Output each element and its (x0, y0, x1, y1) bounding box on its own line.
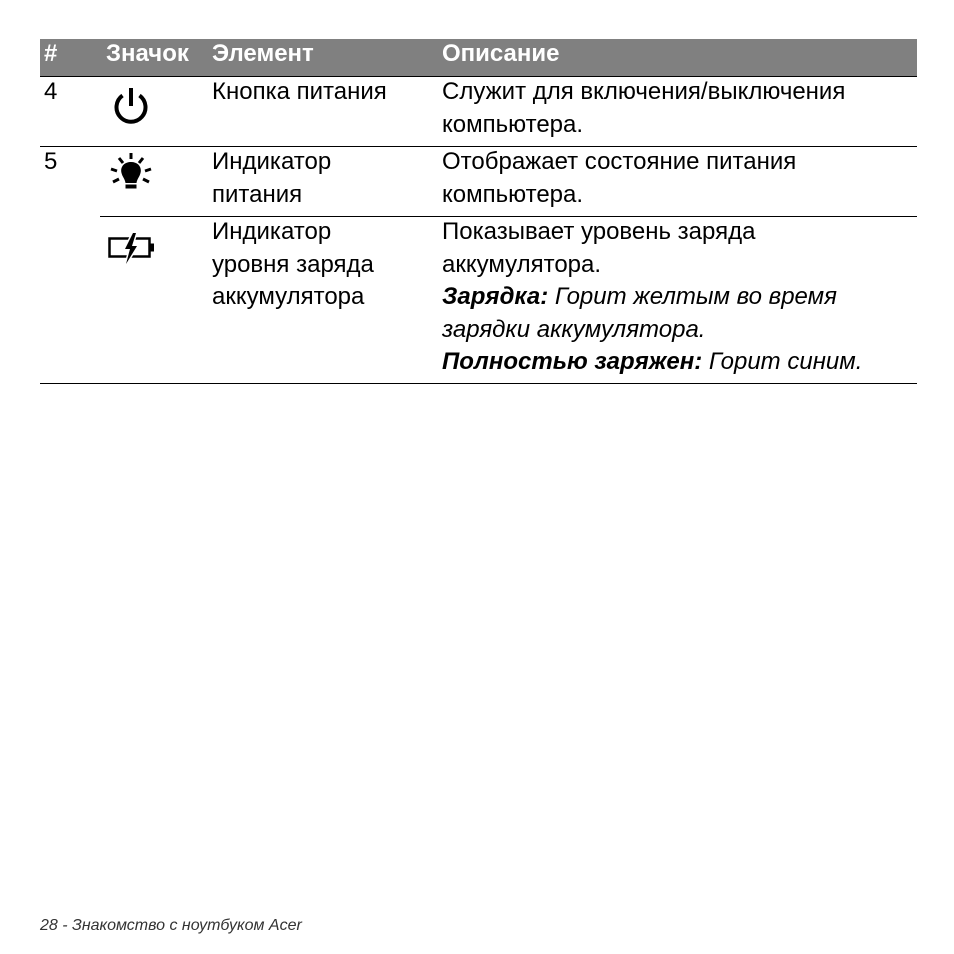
table-row (40, 77, 917, 147)
description-line: аккумулятора. (442, 250, 602, 278)
header-num: # (44, 40, 58, 67)
row-number: 5 (44, 148, 58, 175)
description-line: Служит для включения/выключения (442, 78, 846, 105)
element-description (442, 76, 917, 141)
table-header (40, 39, 917, 77)
description-line: Отображает состояние питания (442, 148, 797, 175)
charging-text: Горит желтым во время (548, 283, 837, 310)
element-name-line: уровня заряда (212, 250, 374, 278)
charging-text-continued: зарядки аккумулятора. (442, 315, 706, 343)
header-element: Элемент (212, 40, 314, 67)
header-description: Описание (442, 40, 560, 67)
element-name-line: аккумулятора (212, 283, 365, 310)
description-line: Показывает уровень заряда (442, 218, 756, 245)
components-table (40, 39, 917, 384)
power-indicator-icon (109, 153, 153, 198)
element-description (442, 146, 917, 211)
element-name: Кнопка питания (212, 78, 387, 105)
battery-charge-icon (108, 233, 156, 272)
element-description (442, 216, 917, 379)
charging-line (442, 281, 917, 314)
full-line (442, 346, 917, 379)
element-name (212, 146, 437, 211)
element-name-line: питания (212, 180, 303, 208)
table-row (40, 147, 917, 217)
power-button-icon (110, 85, 152, 132)
description-line: компьютера. (442, 180, 584, 208)
full-text: Горит синим. (702, 348, 863, 375)
table-row (40, 217, 917, 384)
row-number: 4 (44, 78, 58, 105)
charging-label: Зарядка: (442, 283, 549, 310)
element-name-line: Индикатор (212, 148, 332, 175)
element-name (212, 216, 437, 314)
header-icon: Значок (106, 40, 189, 67)
description-line: компьютера. (442, 110, 584, 138)
full-label: Полностью заряжен: (442, 348, 703, 375)
element-name-line: Индикатор (212, 218, 332, 245)
page-footer: 28 - Знакомство с ноутбуком Acer (40, 917, 302, 934)
